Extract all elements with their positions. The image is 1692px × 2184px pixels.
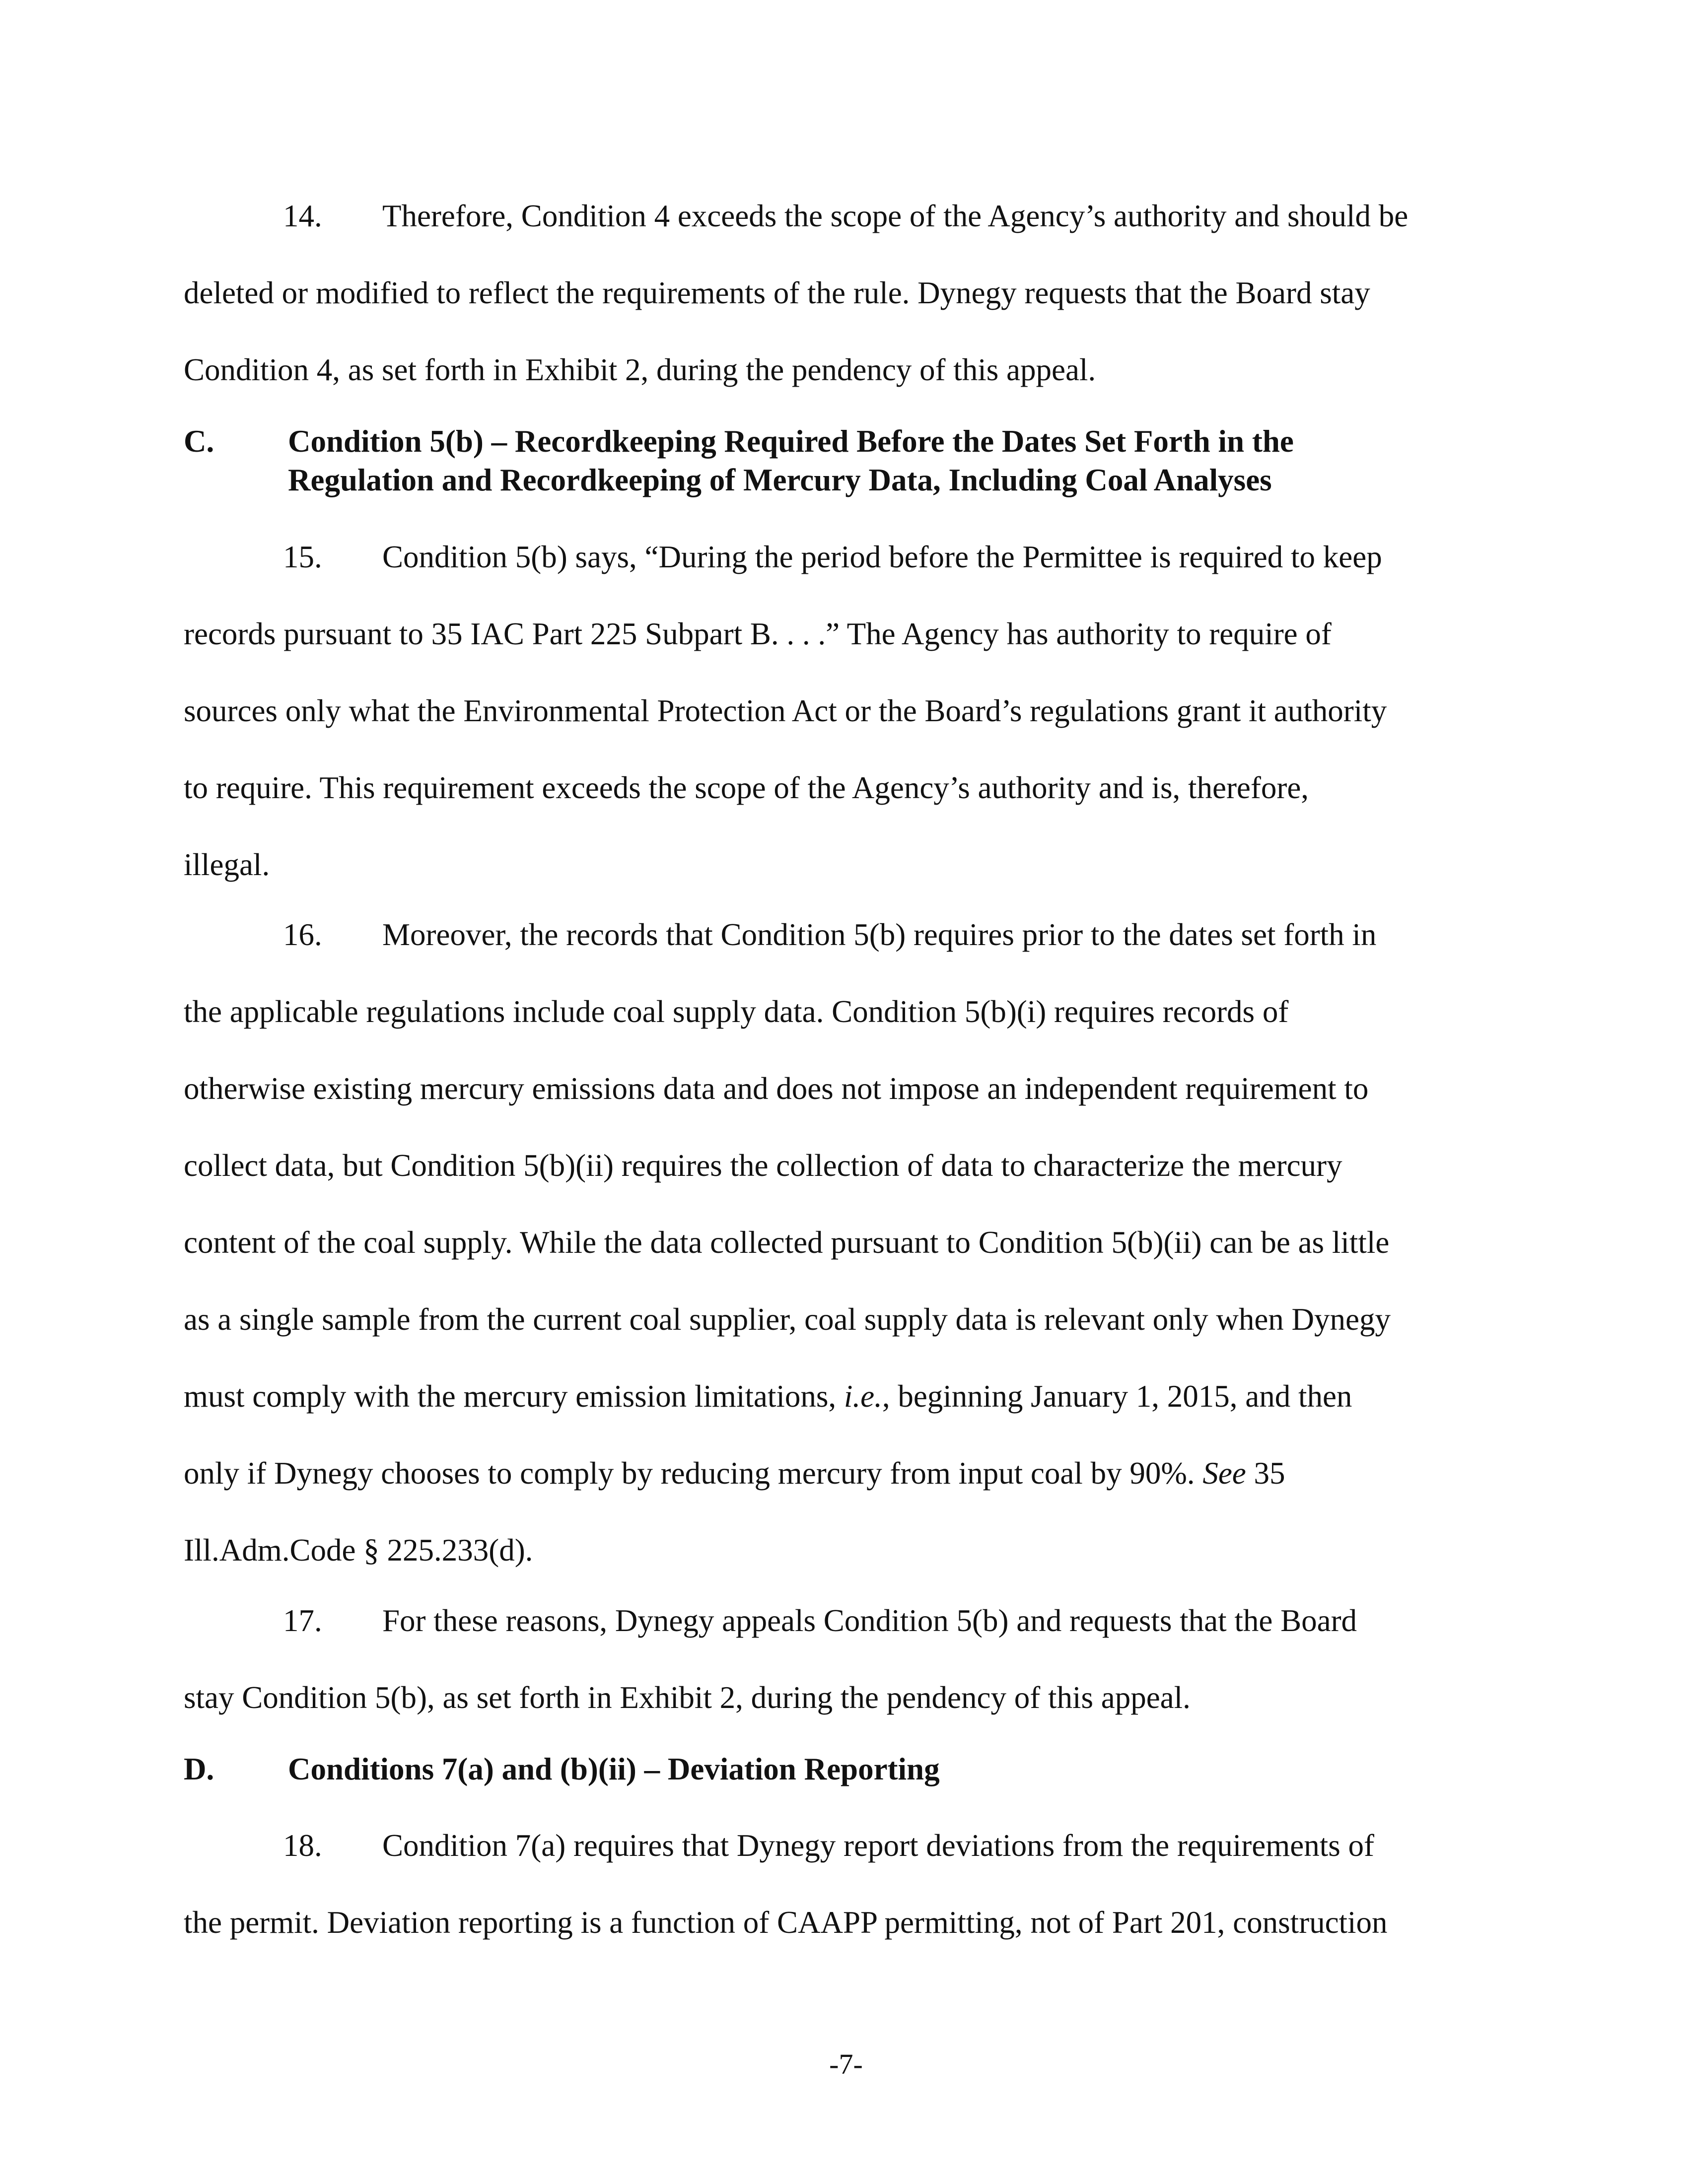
para16-line6: as a single sample from the current coal supplier, coal supply data is relevant only when Dynegy xyxy=(184,1302,1391,1337)
para17-line2: stay Condition 5(b), as set forth in Exhibit 2, during the pendency of this appeal. xyxy=(184,1680,1191,1715)
para16-line4: collect data, but Condition 5(b)(ii) requires the collection of data to characterize the mercury xyxy=(184,1148,1342,1183)
para14-line2: deleted or modified to reflect the requirements of the rule. Dynegy requests that the Board stay xyxy=(184,275,1370,310)
para14-line1 xyxy=(283,196,1408,236)
para16-line7-b: , beginning January 1, 2015, and then xyxy=(882,1379,1352,1414)
para15-text1: Condition 5(b) says, “During the period before the Permittee is required to keep xyxy=(382,540,1382,574)
para15-line3: sources only what the Environmental Protection Act or the Board’s regulations grant it authority xyxy=(184,693,1387,728)
heading-d-line1: Conditions 7(a) and (b)(ii) – Deviation Reporting xyxy=(288,1752,940,1786)
para14-number: 14. xyxy=(283,199,322,233)
para16-line3: otherwise existing mercury emissions data and does not impose an independent requirement to xyxy=(184,1071,1369,1106)
para15-line1 xyxy=(283,537,1382,577)
para15-number: 15. xyxy=(283,540,322,574)
para17-text1: For these reasons, Dynegy appeals Condition 5(b) and requests that the Board xyxy=(382,1603,1357,1638)
para16-text1: Moreover, the records that Condition 5(b) requires prior to the dates set forth in xyxy=(382,917,1377,952)
para15-line2: records pursuant to 35 IAC Part 225 Subpart B. . . .” The Agency has authority to require of xyxy=(184,616,1332,651)
para17-line1 xyxy=(283,1601,1357,1640)
heading-c-line1: Condition 5(b) – Recordkeeping Required Before the Dates Set Forth in the xyxy=(288,424,1294,459)
para16-line8-b: 35 xyxy=(1246,1456,1285,1491)
para18-number: 18. xyxy=(283,1828,322,1863)
para16-line7 xyxy=(184,1376,1352,1416)
para16-line7-italic: i.e. xyxy=(844,1379,882,1414)
para16-line8 xyxy=(184,1453,1285,1493)
para16-number: 16. xyxy=(283,917,322,952)
para16-line8-a: only if Dynegy chooses to comply by reducing mercury from input coal by 90%. xyxy=(184,1456,1203,1491)
para18-line2: the permit. Deviation reporting is a function of CAAPP permitting, not of Part 201, construction xyxy=(184,1905,1388,1940)
page-number: -7- xyxy=(829,2048,863,2080)
para16-line5: content of the coal supply. While the data collected pursuant to Condition 5(b)(ii) can be as little xyxy=(184,1225,1390,1260)
para14-line3: Condition 4, as set forth in Exhibit 2, during the pendency of this appeal. xyxy=(184,352,1096,387)
para16-line8-italic: See xyxy=(1202,1456,1246,1491)
heading-d-letter: D. xyxy=(184,1752,214,1786)
para16-line1 xyxy=(283,915,1376,955)
para14-text1: Therefore, Condition 4 exceeds the scope of the Agency’s authority and should be xyxy=(382,199,1409,233)
heading-c-letter: C. xyxy=(184,424,214,459)
heading-c-line2: Regulation and Recordkeeping of Mercury Data, Including Coal Analyses xyxy=(288,463,1272,497)
para15-line4: to require. This requirement exceeds the scope of the Agency’s authority and is, therefore, xyxy=(184,770,1309,805)
para15-line5: illegal. xyxy=(184,847,270,882)
para17-number: 17. xyxy=(283,1603,322,1638)
para18-text1: Condition 7(a) requires that Dynegy report deviations from the requirements of xyxy=(382,1828,1374,1863)
para18-line1 xyxy=(283,1826,1374,1865)
para16-line2: the applicable regulations include coal supply data. Condition 5(b)(i) requires records of xyxy=(184,994,1289,1029)
para16-line7-a: must comply with the mercury emission limitations, xyxy=(184,1379,844,1414)
para16-line9: Ill.Adm.Code § 225.233(d). xyxy=(184,1533,533,1568)
